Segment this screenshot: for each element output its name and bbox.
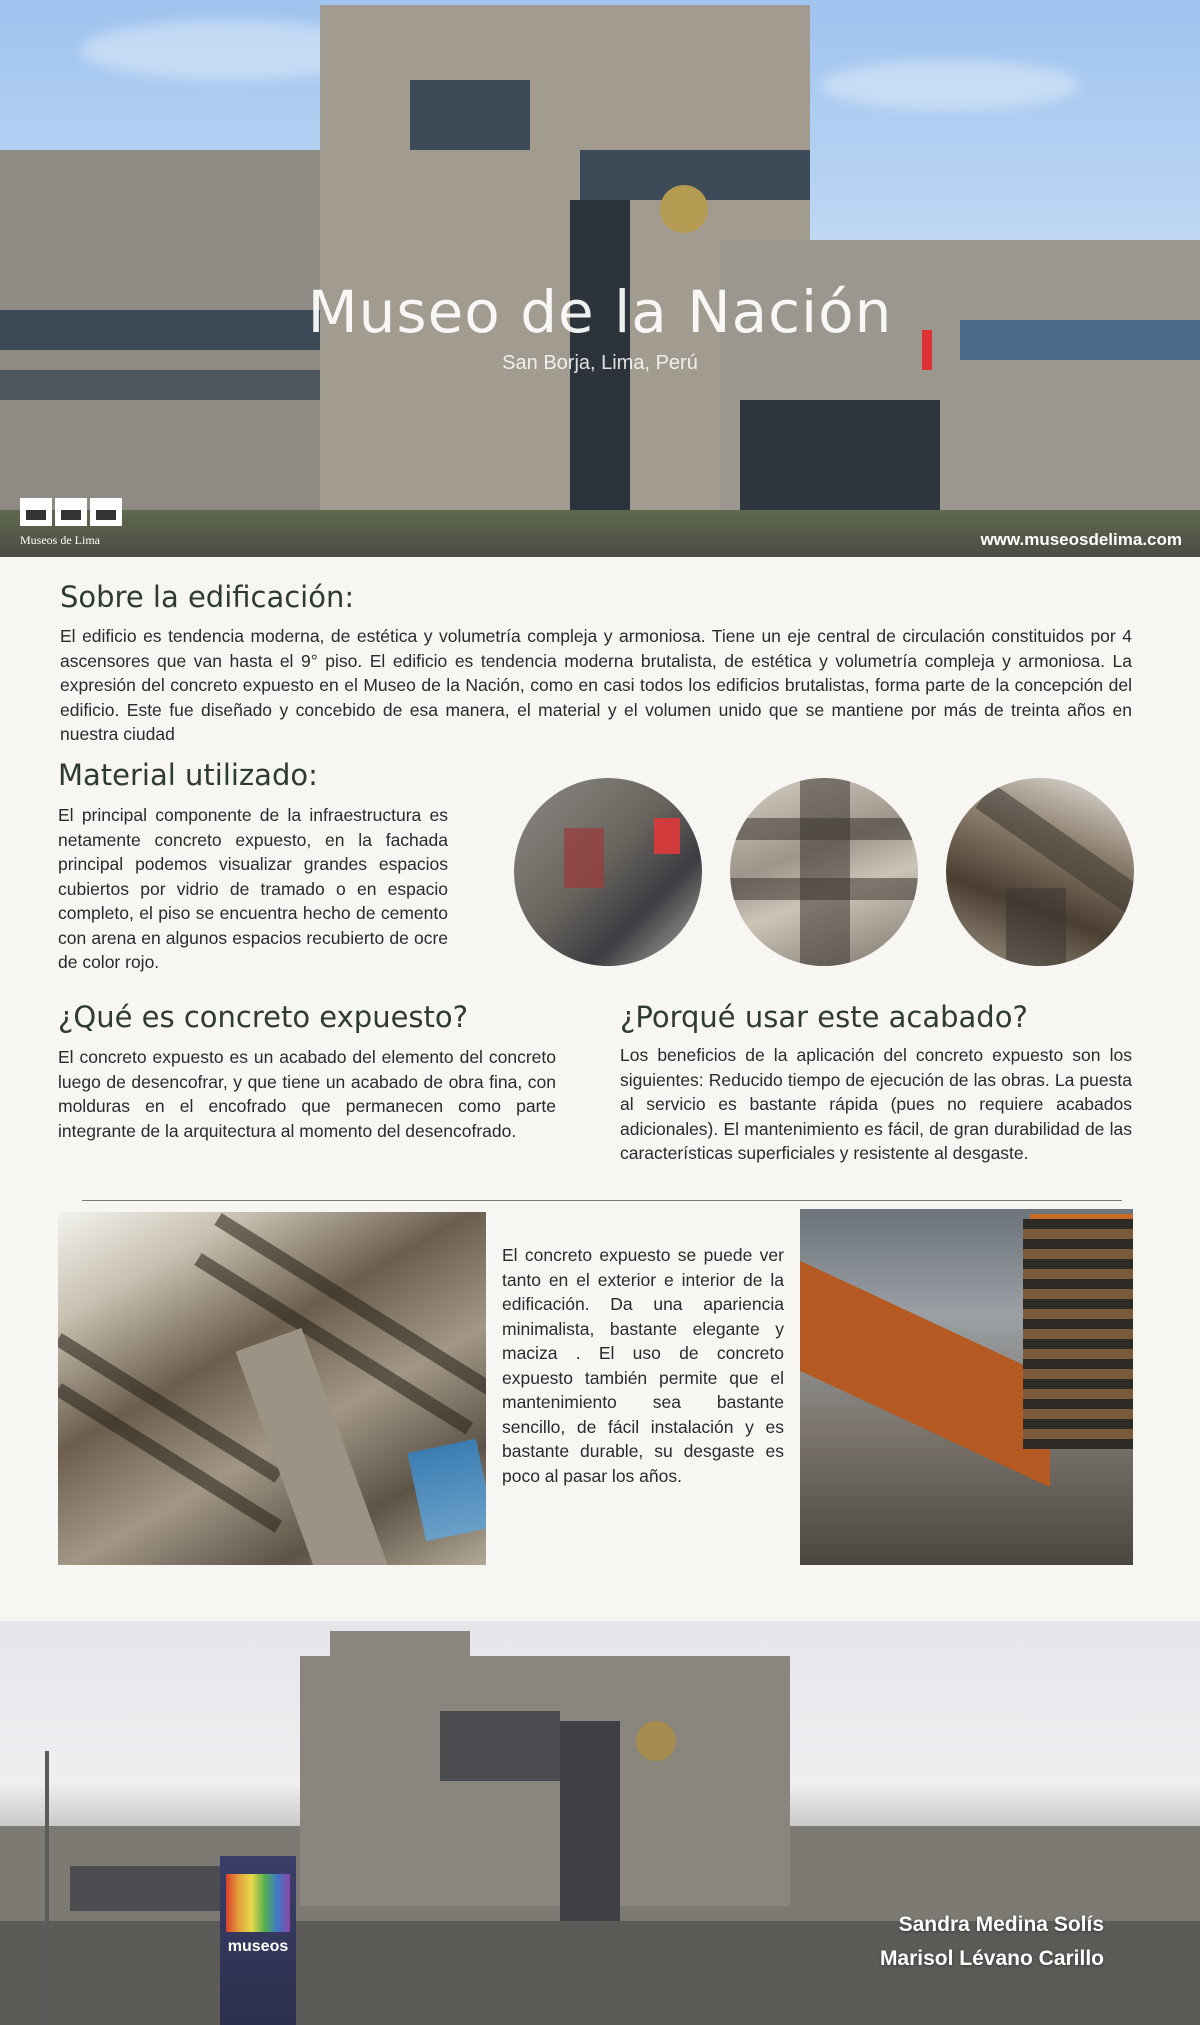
banner-text: museos: [227, 1938, 289, 1955]
museos-banner: [220, 1856, 296, 2025]
building-central-tower: [300, 1656, 790, 1906]
interior-skylight-photo: [58, 1212, 486, 1565]
facade-circle-photo: [514, 778, 702, 966]
authors: [880, 1908, 1104, 1976]
interior-stairs-photo: [800, 1209, 1133, 1565]
section-text-why-use: Los beneficios de la aplicación del concreto expuesto son los siguientes: Reducido tiempo de ejecución de las obras. La puesta al servicio es bastante rápida (pues no requiere acabados adicionales). El mantenimiento es fácil, de gran durabilidad de las características superficiales y resistente al desgaste.: [620, 1045, 1132, 1163]
logo-text: Museos de Lima: [20, 533, 100, 547]
middle-text: El concreto expuesto se puede ver tanto en el exterior e interior de la edificación. Da una apariencia minimalista, bastante elegante y maciza . El uso de concreto expuesto también permite que el mantenimiento sea bastante sencillo, de fácil instalación y es bastante durable, su desgaste es poco al pasar los años.: [502, 1245, 784, 1486]
window-band: [410, 80, 530, 150]
concrete-column: [1006, 888, 1066, 966]
section-title-building: Sobre la edificación:: [60, 580, 355, 614]
interior-ceiling-circle-photo: [946, 778, 1134, 966]
logo-mark-icon: [55, 498, 87, 526]
concrete-column: [800, 778, 850, 966]
hero-image: [0, 0, 1200, 557]
emblem-icon: [660, 185, 708, 233]
divider: [82, 1200, 1122, 1201]
url-watermark: www.museosdelima.com: [980, 530, 1182, 549]
section-text-material: El principal componente de la infraestructura es netamente concreto expuesto, en la fachada principal podemos visualizar grandes espacios cubiertos por vidrio de tramado o en espacio completo, el piso se encuentra hecho de cemento con arena en algunos espacios recubierto de ocre de color rojo.: [58, 805, 448, 972]
emblem-icon: [636, 1721, 676, 1761]
page-title: Museo de la Nación: [307, 278, 893, 346]
page-subtitle: San Borja, Lima, Perú: [502, 352, 698, 374]
street-lamp: [45, 1751, 49, 2025]
author-name: Marisol Lévano Carillo: [879, 1947, 1104, 1970]
logo-mark-icon: [90, 498, 122, 526]
section-title-what-is: ¿Qué es concreto expuesto?: [58, 1000, 469, 1034]
window-band: [440, 1711, 560, 1781]
facade-lettering: [564, 828, 604, 888]
logo-mark-icon: [20, 498, 52, 526]
section-title-material: Material utilizado:: [58, 758, 318, 792]
section-title-why-use: ¿Porqué usar este acabado?: [620, 1000, 1028, 1034]
painting: [407, 1439, 486, 1542]
concrete-balconies-circle-photo: [730, 778, 918, 966]
building-top: [330, 1631, 470, 1671]
central-glass-shaft: [570, 200, 630, 557]
staircase: [1023, 1219, 1133, 1449]
window-band: [70, 1866, 220, 1911]
museos-logo: [20, 498, 130, 550]
flag-icon: [654, 818, 680, 854]
author-name: Sandra Medina Solís: [898, 1913, 1104, 1936]
cloud: [820, 60, 1080, 110]
section-text-building: El edificio es tendencia moderna, de estética y volumetría compleja y armoniosa. Tiene un eje central de circulación constituidos por 4 ascensores que van hasta el 9° piso. El edificio es tendencia moderna brutalista, de estética y volumetría compleja y armoniosa. La expresión del concreto expuesto en el Museo de la Nación, como en casi todos los edificios brutalistas, forma parte de la concepción del edificio. Este fue diseñado y concebido de esa manera, el material y el volumen unido que se mantiene por más de treinta años en nuestra ciudad: [60, 626, 1132, 744]
banner-graphic: [226, 1874, 290, 1932]
section-text-what-is: El concreto expuesto es un acabado del elemento del concreto luego de desencofrar, y que tiene un acabado de obra fina, con molduras en el encofrado que permanecen como parte integrante de la arquitectura al momento del desencofrado.: [58, 1047, 556, 1141]
wood-panel: [800, 1261, 1050, 1488]
